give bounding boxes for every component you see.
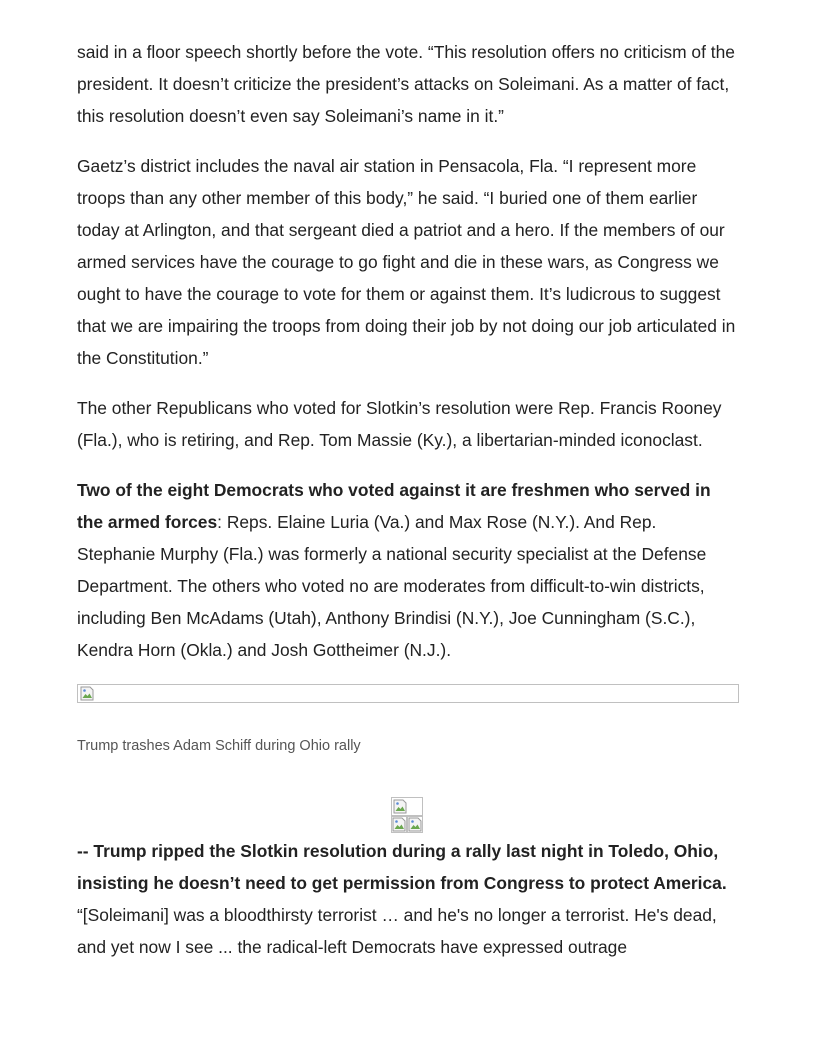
broken-image-icon <box>393 799 407 814</box>
paragraph-democrats-against <box>77 474 739 666</box>
broken-image-icon <box>408 817 422 832</box>
embedded-logo-group <box>391 797 425 835</box>
logo-image-bottom-left <box>391 816 407 833</box>
paragraph-gaetz-quote: said in a floor speech shortly before the vote. “This resolution offers no criticism of the president. It doesn’t criticize the president’s attacks on Soleimani. As a matter of fact, this resolution doesn’t even say Soleimani’s name in it.” <box>77 42 735 126</box>
video-thumbnail[interactable] <box>77 684 739 703</box>
paragraph-democrats-against-body: : Reps. Elaine Luria (Va.) and Max Rose (N.Y.). And Rep. Stephanie Murphy (Fla.) was formerly a national security specialist at the Defense Department. The others who voted no are moderates from difficult-to-win districts, including Ben McAdams (Utah), Anthony Brindisi (N.Y.), Joe Cunningham (S.C.), Kendra Horn (Okla.) and Josh Gottheimer (N.J.). <box>77 512 707 660</box>
broken-image-icon <box>80 686 94 701</box>
paragraph-democrats-against-lead: Two of the eight Democrats who voted against it are freshmen who served in the armed forces <box>77 480 711 532</box>
article-body <box>77 36 739 981</box>
paragraph-trump-rally-body: “[Soleimani] was a bloodthirsty terrorist … and he's no longer a terrorist. He's dead, and yet now I see ... the radical-left Democrats have expressed outrage <box>77 905 717 957</box>
logo-image-top <box>391 797 423 816</box>
paragraph-gaetz-district: Gaetz’s district includes the naval air station in Pensacola, Fla. “I represent more troops than any other member of this body,” he said. “I buried one of them earlier today at Arlington, and that sergeant died a patriot and a hero. If the members of our armed services have the courage to go fight and die in these wars, as Congress we ought to have the courage to vote for them or against them. It’s ludicrous to suggest that we are impairing the troops from doing their job by not doing our job articulated in the Constitution.” <box>77 156 736 368</box>
logo-image-bottom-right <box>407 816 423 833</box>
paragraph-trump-rally-lead: -- Trump ripped the Slotkin resolution during a rally last night in Toledo, Ohio, insisting he doesn’t need to get permission from Congress to protect America. <box>77 841 727 893</box>
broken-image-icon <box>392 817 406 832</box>
video-caption: Trump trashes Adam Schiff during Ohio rally <box>77 738 361 754</box>
paragraph-other-republicans: The other Republicans who voted for Slotkin’s resolution were Rep. Francis Rooney (Fla.), who is retiring, and Rep. Tom Massie (Ky.), a libertarian-minded iconoclast. <box>77 398 722 450</box>
paragraph-trump-rally <box>77 835 739 963</box>
